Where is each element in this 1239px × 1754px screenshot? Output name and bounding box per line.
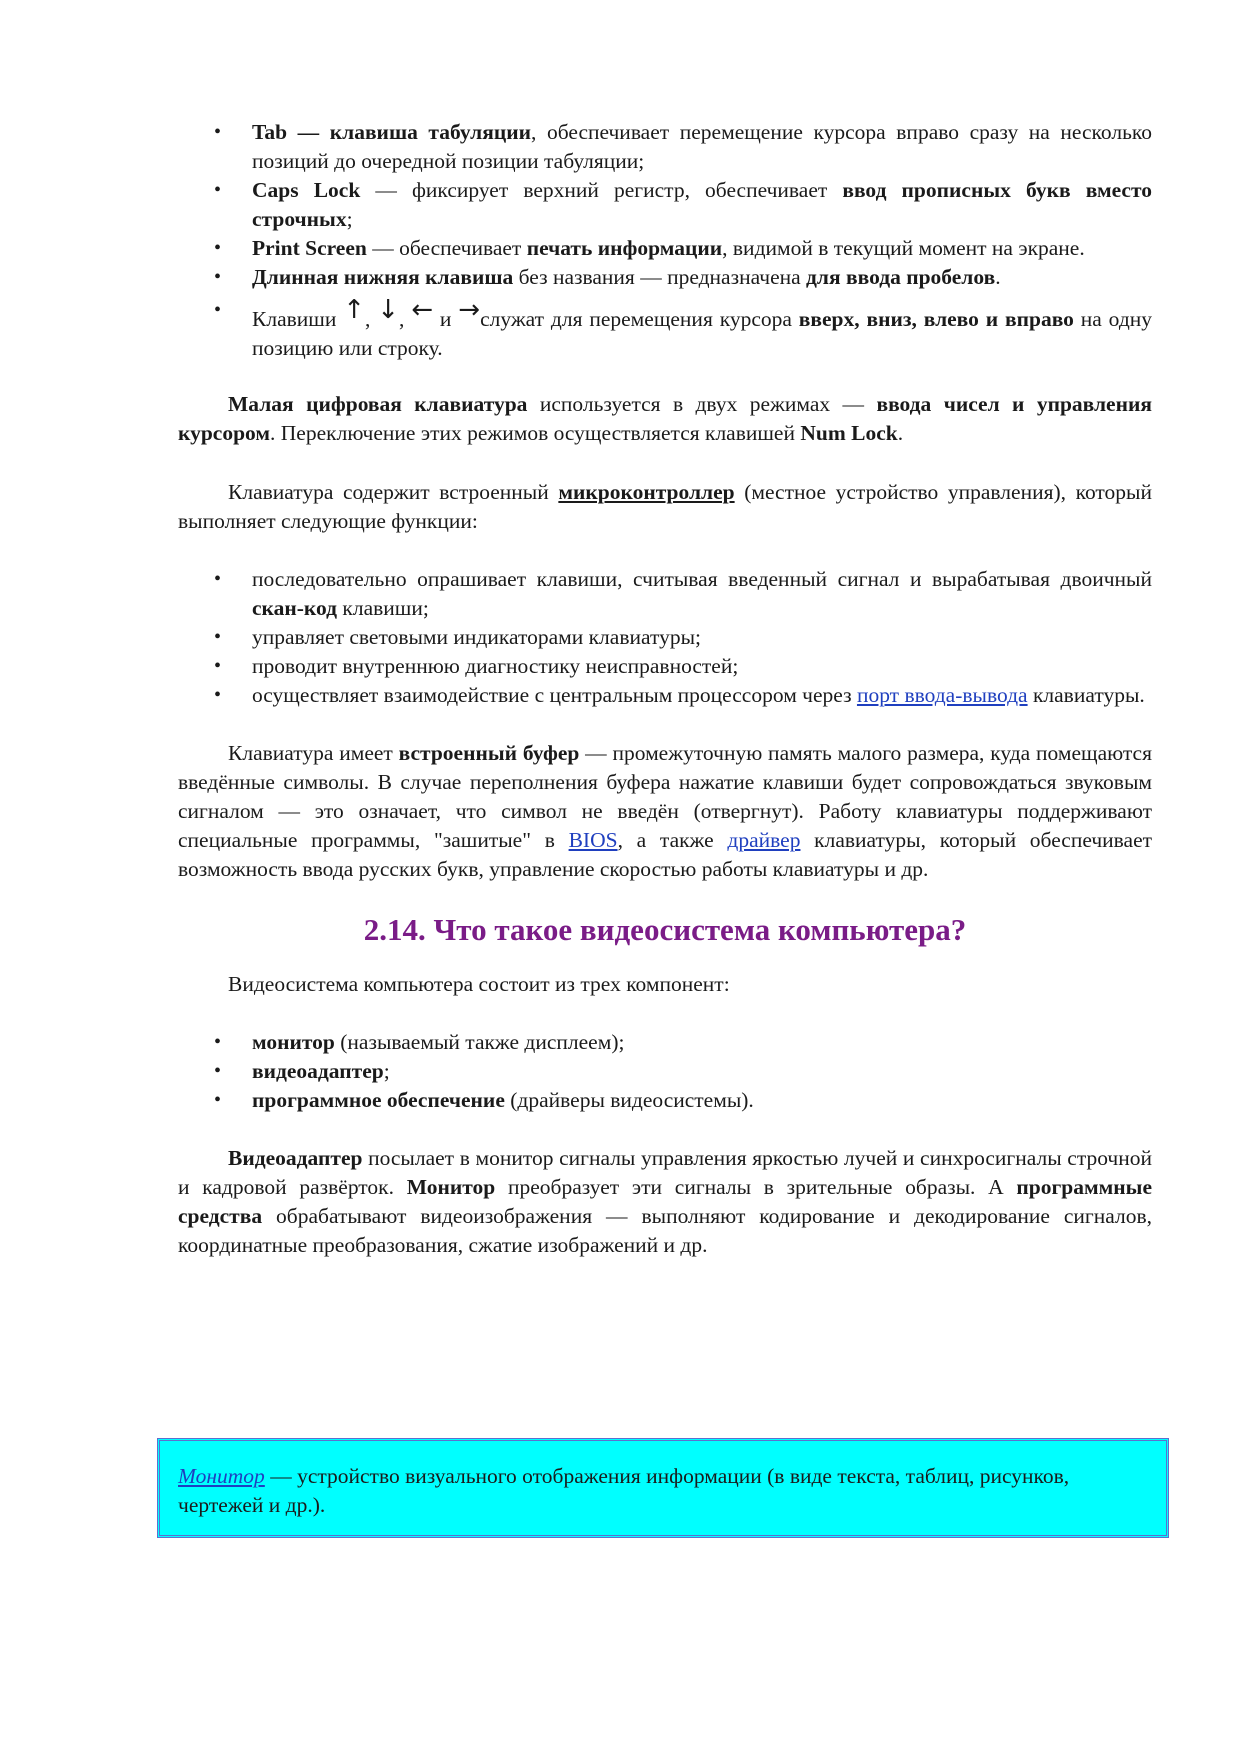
definition-box: [157, 1438, 1169, 1538]
term: Монитор: [406, 1175, 496, 1199]
term: программные средства: [178, 1175, 1152, 1228]
term: Tab — клавиша табуляции: [252, 120, 531, 144]
document-body: [178, 118, 1152, 1260]
text: служат для перемещения курсора: [480, 307, 799, 331]
term: ввода чисел и управления курсором: [178, 392, 1153, 445]
paragraph-video-intro: Видеосистема компьютера состоит из трех компонент:: [228, 972, 730, 996]
text: (драйверы видеосистемы).: [504, 1088, 754, 1112]
term: видеоадаптер: [252, 1059, 384, 1083]
text: — промежуточную память малого размера, куда помещаются введённые символы. В случае переполнения буфера нажатие клавиши будет сопровождаться звуковым сигналом — это означает, что символ не введён (отвергнут). Работу клавиатуры поддерживают специальные программы, "зашитые" в: [178, 741, 1152, 852]
text: (местное устройство управления), который выполняет следующие функции:: [178, 480, 1152, 533]
term: Малая цифровая клавиатура: [228, 392, 528, 416]
text: ;: [346, 207, 353, 231]
text: управляет световыми индикаторами клавиатуры;: [252, 625, 702, 649]
text: , обеспечивает перемещение курсора вправо сразу на несколько позиций до очередной позиции табуляции;: [252, 120, 1152, 173]
term-microcontroller: микроконтроллер: [558, 480, 735, 504]
list-item: [178, 681, 1152, 710]
term: Caps Lock: [252, 178, 361, 202]
paragraph-microcontroller: [178, 478, 1152, 536]
paragraph-numpad: [178, 390, 1152, 448]
term: Num Lock: [800, 421, 898, 445]
term: вверх, вниз, влево и вправо: [798, 307, 1074, 331]
text: — обеспечивает: [366, 236, 527, 260]
arrow-up-icon: ↑: [343, 295, 365, 325]
term: ввод прописных букв вместо строчных: [252, 178, 1152, 231]
term: скан-код: [252, 596, 338, 620]
link-monitor[interactable]: Монитор: [178, 1464, 265, 1488]
term: для ввода пробелов: [806, 265, 996, 289]
list-item: [178, 1028, 1152, 1057]
term: Длинная нижняя клавиша: [252, 265, 514, 289]
arrow-down-icon: ↓: [377, 295, 400, 325]
text: клавиши;: [337, 596, 429, 620]
term: монитор: [252, 1030, 335, 1054]
text: клавиатуры.: [1027, 683, 1145, 707]
text: ;: [383, 1059, 390, 1083]
function-list: [178, 565, 1152, 710]
list-item-arrows: [178, 296, 1152, 363]
link-bios[interactable]: BIOS: [568, 828, 618, 852]
text: . Переключение этих режимов осуществляется клавишей: [270, 421, 801, 445]
term: встроенный буфер: [398, 741, 580, 765]
list-item: [178, 1086, 1152, 1115]
video-components-list: [178, 1028, 1152, 1115]
text: .: [897, 421, 904, 445]
key-list: [178, 118, 1152, 363]
text: (называемый также дисплеем);: [334, 1030, 625, 1054]
text: Клавиатура имеет: [228, 741, 399, 765]
arrow-right-icon: →: [458, 295, 481, 325]
list-item: [178, 652, 1152, 681]
list-item: [178, 1057, 1152, 1086]
list-item: [178, 565, 1152, 623]
link-driver[interactable]: драйвер: [727, 828, 801, 852]
term: Print Screen: [252, 236, 367, 260]
text: клавиатуры, который обеспечивает возможность ввода русских букв, управление скоростью работы клавиатуры и др.: [178, 828, 1153, 881]
list-item: [178, 176, 1152, 234]
text: посылает в монитор сигналы управления яркостью лучей и синхросигналы строчной и кадровой развёрток.: [178, 1146, 1152, 1199]
arrow-left-icon: ←: [411, 295, 434, 325]
paragraph-buffer: [178, 739, 1152, 884]
paragraph-videoadapter: [178, 1144, 1152, 1260]
section-heading: 2.14. Что такое видеосистема компьютера?: [363, 912, 967, 947]
definition-text: [178, 1462, 1118, 1520]
list-item: [178, 234, 1152, 263]
term: Видеоадаптер: [228, 1146, 363, 1170]
text: на одну позицию или строку.: [252, 307, 1153, 360]
text: обрабатывают видеоизображения — выполняют кодирование и декодирование сигналов, координатные преобразования, сжатие изображений и др.: [178, 1204, 1152, 1257]
text: , а также: [617, 828, 728, 852]
text: Клавиатура содержит встроенный: [228, 480, 559, 504]
text: — фиксирует верхний регистр, обеспечивает: [360, 178, 843, 202]
list-item: [178, 623, 1152, 652]
text: осуществляет взаимодействие с центральным процессором через: [252, 683, 857, 707]
link-io-port[interactable]: порт ввода-вывода: [856, 683, 1028, 707]
text: преобразует эти сигналы в зрительные образы. А: [495, 1175, 1017, 1199]
text: и: [433, 307, 459, 331]
text: проводит внутреннюю диагностику неисправностей;: [252, 654, 739, 678]
term: программное обеспечение: [252, 1088, 505, 1112]
text: .: [995, 265, 1001, 289]
text: используется в двух режимах —: [527, 392, 877, 416]
separator: ,: [399, 307, 412, 331]
text: Клавиши: [252, 307, 344, 331]
text: , видимой в текущий момент на экране.: [722, 236, 1085, 260]
text: последовательно опрашивает клавиши, считывая введенный сигнал и вырабатывая двоичный: [252, 567, 1152, 591]
list-item: [178, 118, 1152, 176]
text: без названия — предназначена: [513, 265, 807, 289]
list-item: [178, 263, 1152, 292]
text: — устройство визуального отображения информации (в виде текста, таблиц, рисунков, чертежей и др.).: [178, 1464, 1070, 1517]
term: печать информации: [526, 236, 723, 260]
separator: ,: [365, 307, 378, 331]
